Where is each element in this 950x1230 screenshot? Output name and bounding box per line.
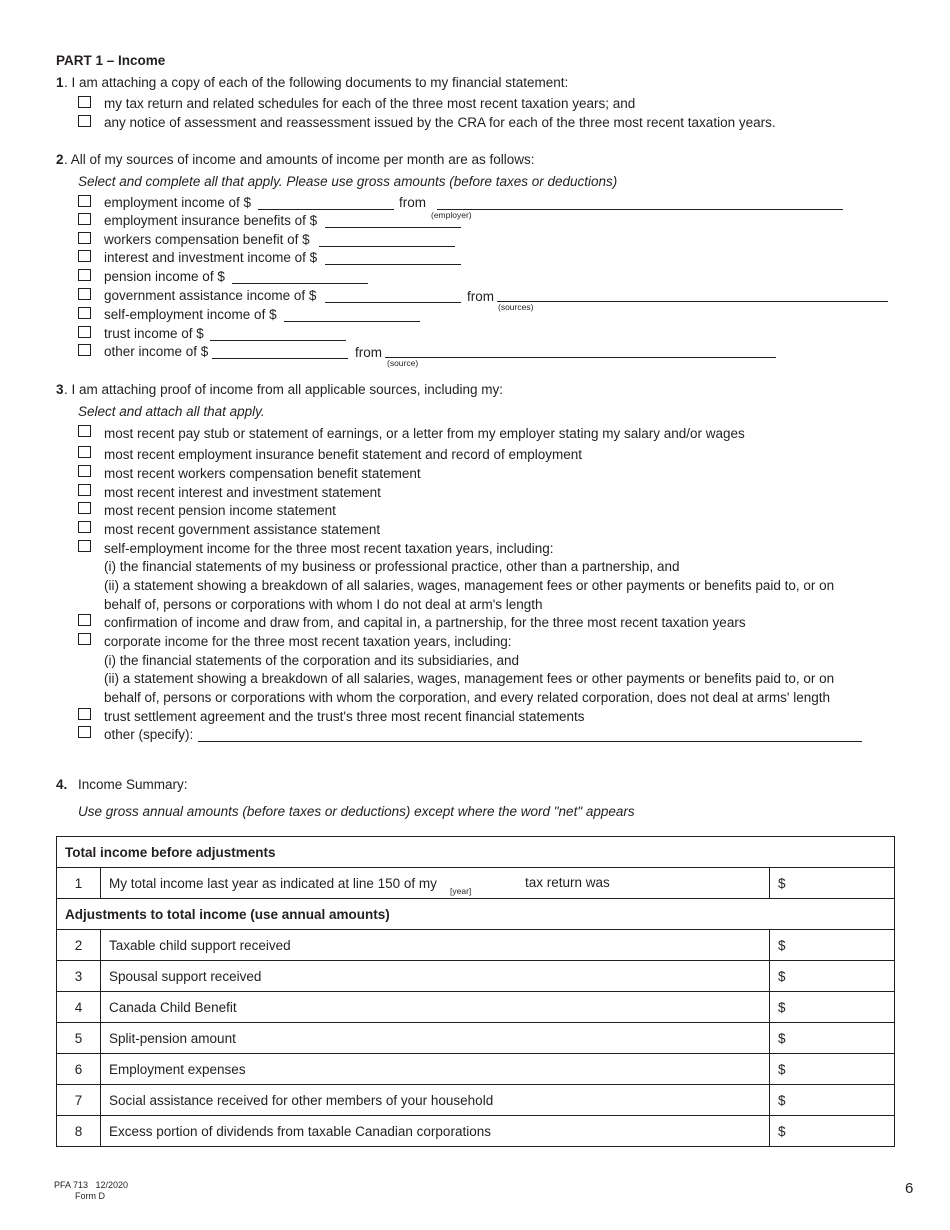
table-row [57, 961, 895, 992]
interest-amount-field[interactable] [325, 264, 461, 265]
q3-item-corporate: corporate income for the three most recent taxation years, including: [104, 634, 512, 649]
q3-item-partnership: confirmation of income and draw from, and capital in, a partnership, for the three most recent taxation years [104, 615, 746, 630]
q4-number: 4. [56, 777, 68, 792]
q3-checkbox-gov-assistance-statement[interactable] [78, 521, 91, 533]
q2-checkbox-trust[interactable] [78, 326, 91, 338]
amount-cell[interactable] [769, 961, 894, 992]
source-caption: (source) [387, 358, 419, 368]
row-number: 7 [57, 1085, 101, 1116]
q3-instruction: Select and attach all that apply. [78, 404, 265, 419]
q3-checkbox-self-employment[interactable] [78, 540, 91, 552]
trust-amount-field[interactable] [210, 340, 346, 341]
row-label: Spousal support received [101, 961, 770, 992]
other-specify-field[interactable] [198, 741, 862, 742]
amount-cell[interactable] [769, 1054, 894, 1085]
table-row [57, 1023, 895, 1054]
amount-cell[interactable] [769, 1023, 894, 1054]
currency-symbol: $ [777, 999, 786, 1015]
workers-comp-amount-field[interactable] [319, 246, 455, 247]
amount-cell[interactable] [769, 1085, 894, 1116]
pension-amount-field[interactable] [232, 283, 368, 284]
row-label [101, 868, 770, 899]
table-header-row [57, 899, 895, 930]
q1-number: 1 [56, 75, 64, 90]
q3-checkbox-pension-statement[interactable] [78, 502, 91, 514]
q2-from-employment: from [399, 195, 426, 210]
row-label: Employment expenses [101, 1054, 770, 1085]
q1-checkbox-notice-of-assessment[interactable] [78, 115, 91, 127]
form-name: Form D [75, 1191, 105, 1201]
q3-checkbox-pay-stub[interactable] [78, 425, 91, 437]
q1-text: . I am attaching a copy of each of the following documents to my financial statement: [64, 75, 569, 90]
q3-item-other: other (specify): [104, 727, 194, 742]
q3-checkbox-ei-statement[interactable] [78, 446, 91, 458]
table-row [57, 1116, 895, 1147]
q3-item-trust-settlement: trust settlement agreement and the trust's three most recent financial statements [104, 709, 585, 724]
row-label: Canada Child Benefit [101, 992, 770, 1023]
row-number: 2 [57, 930, 101, 961]
row-number: 3 [57, 961, 101, 992]
row-number: 1 [57, 868, 101, 899]
table-row [57, 992, 895, 1023]
currency-symbol: $ [777, 1030, 786, 1046]
currency-symbol: $ [777, 937, 786, 953]
header-total-income: Total income before adjustments [57, 837, 895, 868]
currency-symbol: $ [777, 1061, 786, 1077]
row-number: 6 [57, 1054, 101, 1085]
gov-assistance-sources-field[interactable] [497, 301, 888, 302]
header-adjustments: Adjustments to total income (use annual amounts) [57, 899, 895, 930]
q3-checkbox-other[interactable] [78, 726, 91, 738]
q3-checkbox-workers-comp-statement[interactable] [78, 465, 91, 477]
table-row [57, 930, 895, 961]
q4-instruction: Use gross annual amounts (before taxes or deductions) except where the word "net" appears [78, 804, 635, 819]
q3-checkbox-interest-statement[interactable] [78, 484, 91, 496]
employment-income-amount-field[interactable] [258, 209, 394, 210]
ei-amount-field[interactable] [325, 227, 461, 228]
q2-label-gov-assistance: government assistance income of $ [104, 288, 317, 303]
row-label-before: My total income last year as indicated at line 150 of my [109, 875, 437, 891]
q3-item-self-employment: self-employment income for the three most recent taxation years, including: [104, 541, 554, 556]
q2-label-employment: employment income of $ [104, 195, 252, 210]
self-employment-detail-3: behalf of, persons or corporations with whom I do not deal at arm's length [104, 597, 543, 612]
q4-text: Income Summary: [78, 777, 188, 792]
q1-checkbox-tax-return[interactable] [78, 96, 91, 108]
employer-caption: (employer) [431, 210, 472, 220]
currency-symbol: $ [777, 1123, 786, 1139]
q2-text: . All of my sources of income and amounts of income per month are as follows: [64, 152, 535, 167]
self-employment-detail-2: (ii) a statement showing a breakdown of all salaries, wages, management fees or other payments or benefits paid to, or on [104, 578, 835, 593]
q2-label-workers-comp: workers compensation benefit of $ [104, 232, 310, 247]
amount-cell[interactable] [769, 930, 894, 961]
q2-label-ei: employment insurance benefits of $ [104, 213, 318, 228]
sources-caption: (sources) [498, 302, 534, 312]
q1-option-tax-return: my tax return and related schedules for each of the three most recent taxation years; and [104, 96, 636, 111]
q2-label-interest: interest and investment income of $ [104, 250, 318, 265]
q2-checkbox-gov-assistance[interactable] [78, 288, 91, 300]
q3-item-pension-statement: most recent pension income statement [104, 503, 336, 518]
q2-instruction: Select and complete all that apply. Please use gross amounts (before taxes or deductions) [78, 174, 618, 189]
amount-cell[interactable] [769, 1116, 894, 1147]
year-caption: [year] [450, 886, 472, 896]
other-income-amount-field[interactable] [212, 358, 348, 359]
corporate-detail-2: (ii) a statement showing a breakdown of all salaries, wages, management fees or other payments or benefits paid to, or on [104, 671, 835, 686]
table-row [57, 868, 895, 899]
q2-checkbox-other[interactable] [78, 344, 91, 356]
q3-text: . I am attaching proof of income from all applicable sources, including my: [64, 382, 503, 397]
q3-checkbox-partnership[interactable] [78, 614, 91, 626]
q2-checkbox-workers-comp[interactable] [78, 232, 91, 244]
row-number: 5 [57, 1023, 101, 1054]
row-number: 4 [57, 992, 101, 1023]
currency-symbol: $ [777, 875, 786, 891]
q1-text-body: I am attaching a copy of each of the following documents to my financial statement: [71, 75, 569, 90]
corporate-detail-3: behalf of, persons or corporations with whom the corporation, and every related corporation, does not deal at arms' length [104, 690, 830, 705]
row-label: Social assistance received for other members of your household [101, 1085, 770, 1116]
q2-label-other: other income of $ [104, 344, 209, 359]
employer-name-field[interactable] [437, 209, 843, 210]
q2-checkbox-self-employment[interactable] [78, 307, 91, 319]
q2-text-body: All of my sources of income and amounts of income per month are as follows: [70, 152, 535, 167]
amount-cell[interactable] [769, 992, 894, 1023]
currency-symbol: $ [777, 968, 786, 984]
q2-checkbox-ei[interactable] [78, 213, 91, 225]
q3-item-interest-statement: most recent interest and investment statement [104, 485, 381, 500]
q2-checkbox-interest[interactable] [78, 250, 91, 262]
q1-option-notice-of-assessment: any notice of assessment and reassessment issued by the CRA for each of the three most recent taxation years. [104, 115, 776, 130]
q2-from-gov-assistance: from [467, 289, 494, 304]
table-header-row [57, 837, 895, 868]
row-label: Excess portion of dividends from taxable Canadian corporations [101, 1116, 770, 1147]
self-employment-amount-field[interactable] [284, 321, 420, 322]
q3-number: 3 [56, 382, 64, 397]
currency-symbol: $ [777, 1092, 786, 1108]
q2-label-pension: pension income of $ [104, 269, 225, 284]
row-label: Split-pension amount [101, 1023, 770, 1054]
q3-item-workers-comp-statement: most recent workers compensation benefit statement [104, 466, 421, 481]
amount-cell[interactable] [769, 868, 894, 899]
q3-item-gov-assistance-statement: most recent government assistance statement [104, 522, 381, 537]
q3-item-pay-stub: most recent pay stub or statement of earnings, or a letter from my employer stating my salary and/or wages [104, 426, 745, 441]
corporate-detail-1: (i) the financial statements of the corporation and its subsidiaries, and [104, 653, 519, 668]
table-row [57, 1054, 895, 1085]
q2-checkbox-employment[interactable] [78, 195, 91, 207]
q3-checkbox-corporate[interactable] [78, 633, 91, 645]
page-number: 6 [905, 1180, 914, 1197]
q2-label-self-employment: self-employment income of $ [104, 307, 277, 322]
gov-assistance-amount-field[interactable] [325, 302, 461, 303]
q2-checkbox-pension[interactable] [78, 269, 91, 281]
q2-number: 2 [56, 152, 64, 167]
row-number: 8 [57, 1116, 101, 1147]
row-label-after: tax return was [525, 875, 610, 890]
form-code: PFA 713 12/2020 [54, 1180, 129, 1190]
row-label: Taxable child support received [101, 930, 770, 961]
q3-text-body: I am attaching proof of income from all applicable sources, including my: [71, 382, 503, 397]
part-title: PART 1 – Income [56, 53, 166, 68]
q3-item-ei-statement: most recent employment insurance benefit statement and record of employment [104, 447, 582, 462]
table-row [57, 1085, 895, 1116]
q2-label-trust: trust income of $ [104, 326, 204, 341]
other-income-source-field[interactable] [385, 357, 776, 358]
q2-from-other: from [355, 345, 382, 360]
income-summary-table [56, 836, 895, 1147]
q3-checkbox-trust-settlement[interactable] [78, 708, 91, 720]
self-employment-detail-1: (i) the financial statements of my business or professional practice, other than a partnership, and [104, 559, 680, 574]
